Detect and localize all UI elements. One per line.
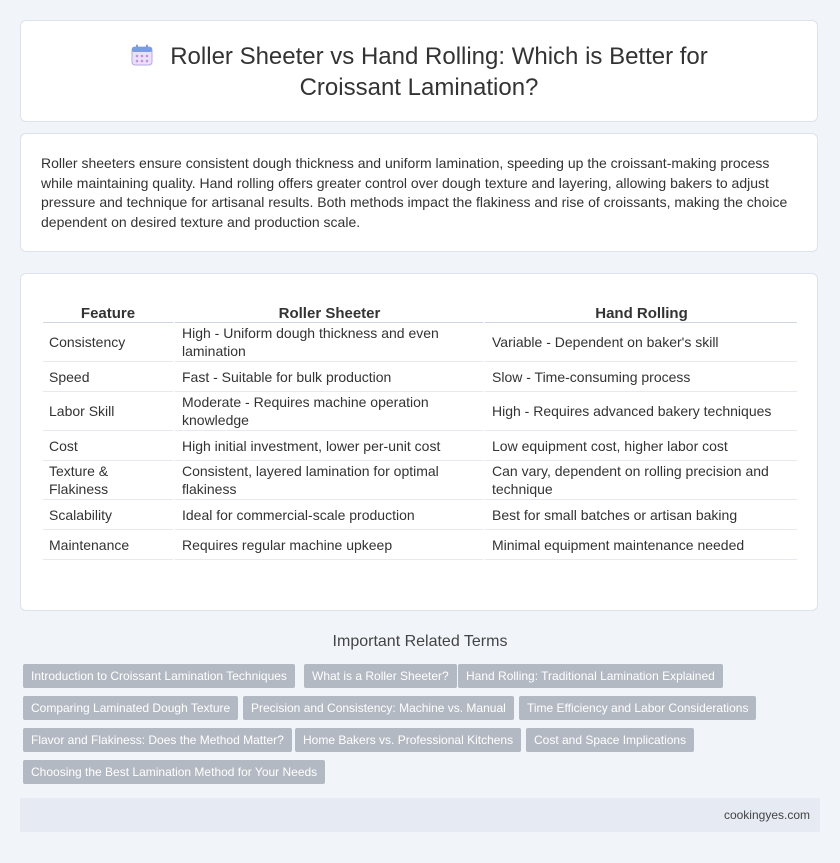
table-cell: Maintenance — [43, 530, 173, 560]
footer-site-link[interactable]: cookingyes.com — [723, 808, 810, 822]
table-cell: Best for small batches or artisan baking — [483, 500, 797, 530]
related-tag[interactable]: Cost and Space Implications — [526, 728, 694, 752]
table-cell: Scalability — [43, 500, 173, 530]
title-card — [20, 20, 818, 122]
related-tag[interactable]: Flavor and Flakiness: Does the Method Matter? — [23, 728, 292, 752]
related-tag[interactable]: Introduction to Croissant Lamination Techniques — [23, 664, 295, 688]
intro-paragraph: Roller sheeters ensure consistent dough thickness and uniform lamination, speeding up the croissant-making process while maintaining quality. Hand rolling offers greater control over dough texture and layering, allowing bakers to adjust pressure and technique for artisanal results. Both methods impact the flakiness and rise of croissants, making the choice dependent on desired texture and production scale. — [41, 155, 788, 230]
table-cell: High initial investment, lower per-unit cost — [173, 431, 483, 461]
related-tag[interactable]: What is a Roller Sheeter? — [304, 664, 457, 688]
related-tag[interactable]: Home Bakers vs. Professional Kitchens — [295, 728, 521, 752]
table-cell: Fast - Suitable for bulk production — [173, 362, 483, 392]
related-tag[interactable]: Time Efficiency and Labor Considerations — [519, 696, 756, 720]
table-cell: Consistent, layered lamination for optimal flakiness — [173, 461, 483, 500]
page-title-text: Roller Sheeter vs Hand Rolling: Which is Better for Croissant Lamination? — [170, 43, 708, 101]
table-cell: Can vary, dependent on rolling precision and technique — [483, 461, 797, 500]
calendar-icon — [130, 43, 154, 67]
table-cell: Labor Skill — [43, 392, 173, 431]
table-cell: Variable - Dependent on baker's skill — [483, 323, 797, 362]
related-tag[interactable]: Hand Rolling: Traditional Lamination Explained — [458, 664, 723, 688]
table-row — [43, 362, 797, 392]
related-terms-heading: Important Related Terms — [332, 633, 508, 650]
table-cell: Requires regular machine upkeep — [173, 530, 483, 560]
related-tag[interactable]: Choosing the Best Lamination Method for Your Needs — [23, 760, 325, 784]
table-cell: High - Requires advanced bakery techniques — [483, 392, 797, 431]
comparison-table — [43, 296, 797, 560]
header-feature: Feature — [43, 296, 173, 323]
table-row — [43, 461, 797, 500]
table-row — [43, 431, 797, 461]
comparison-card — [20, 273, 818, 611]
related-tag[interactable]: Comparing Laminated Dough Texture — [23, 696, 238, 720]
table-cell: Cost — [43, 431, 173, 461]
table-row — [43, 530, 797, 560]
table-cell: Ideal for commercial-scale production — [173, 500, 483, 530]
table-row — [43, 392, 797, 431]
table-cell: High - Uniform dough thickness and even lamination — [173, 323, 483, 362]
page-title — [21, 41, 817, 103]
header-roller-sheeter: Roller Sheeter — [173, 296, 483, 323]
intro-card — [20, 133, 818, 252]
table-cell: Consistency — [43, 323, 173, 362]
header-hand-rolling: Hand Rolling — [483, 296, 797, 323]
table-cell: Slow - Time-consuming process — [483, 362, 797, 392]
table-row — [43, 500, 797, 530]
table-cell: Speed — [43, 362, 173, 392]
footer — [20, 798, 820, 832]
related-tag[interactable]: Precision and Consistency: Machine vs. Manual — [243, 696, 514, 720]
table-row — [43, 323, 797, 362]
table-cell: Moderate - Requires machine operation knowledge — [173, 392, 483, 431]
table-cell: Low equipment cost, higher labor cost — [483, 431, 797, 461]
table-cell: Texture & Flakiness — [43, 461, 173, 500]
table-cell: Minimal equipment maintenance needed — [483, 530, 797, 560]
table-header-row — [43, 296, 797, 323]
